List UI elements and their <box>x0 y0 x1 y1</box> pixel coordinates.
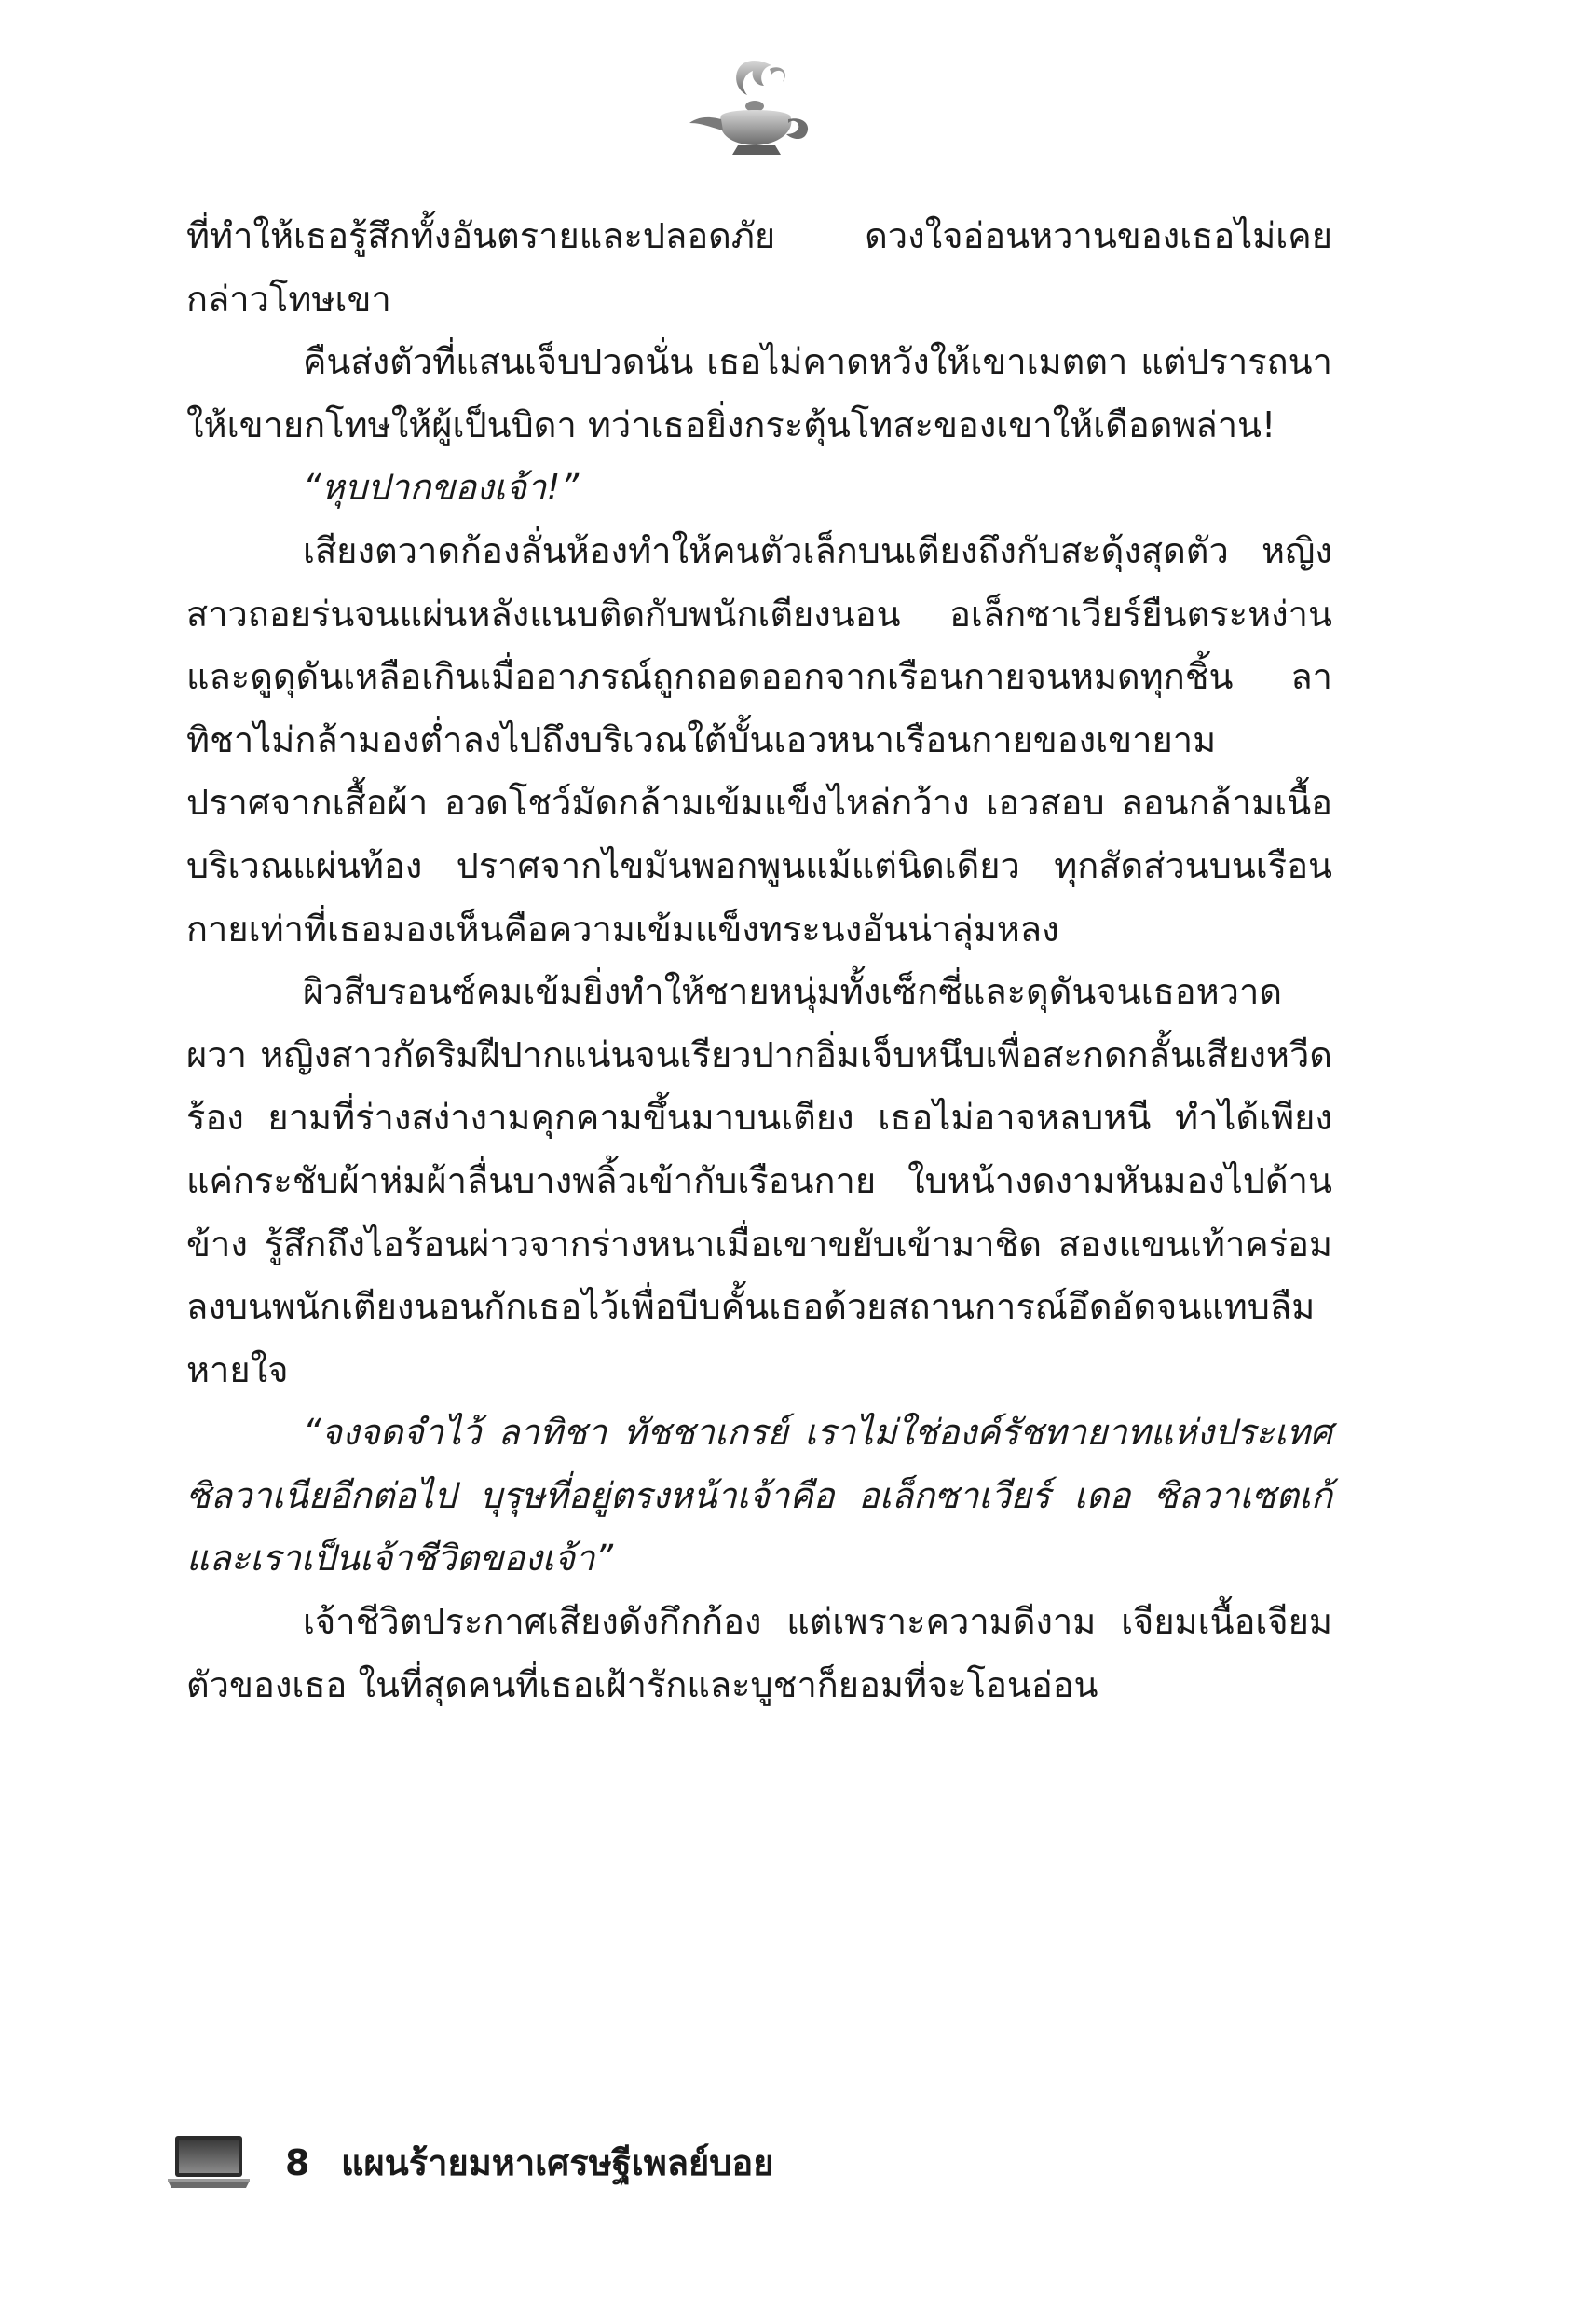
genie-lamp-ornament-icon <box>686 54 825 166</box>
paragraph: เจ้าชีวิตประกาศเสียงดังกึกก้อง แต่เพราะความดีงาม เจียมเนื้อเจียมตัวของเธอ ในที่สุดคนที่เธอเฝ้ารักและบูชาก็ยอมที่จะโอนอ่อน <box>186 1601 1332 1705</box>
paragraph: ที่ทำให้เธอรู้สึกทั้งอันตรายและปลอดภัย ดวงใจอ่อนหวานของเธอไม่เคยกล่าวโทษเขา <box>186 215 1332 320</box>
page-footer <box>166 2134 1284 2199</box>
paragraph: คืนส่งตัวที่แสนเจ็บปวดนั่น เธอไม่คาดหวังให้เขาเมตตา แต่ปรารถนาให้เขายกโทษให้ผู้เป็นบิดา ทว่าเธอยิ่งกระตุ้นโทสะของเขาให้เดือดพล่าน! <box>186 341 1332 445</box>
laptop-icon <box>166 2134 252 2192</box>
paragraph: ผิวสีบรอนซ์คมเข้มยิ่งทำให้ชายหนุ่มทั้งเซ็กซี่และดุดันจนเธอหวาดผวา หญิงสาวกัดริมฝีปากแน่นจนเรียวปากอิ่มเจ็บหนึบเพื่อสะกดกลั้นเสียงหวีดร้อง ยามที่ร่างสง่างามคุกคามขึ้นมาบนเตียง เธอไม่อาจหลบหนี ทำได้เพียงแค่กระชับผ้าห่มผ้าลื่นบางพลิ้วเข้ากับเรือนกาย ใบหน้างดงามหันมองไปด้านข้าง รู้สึกถึงไอร้อนผ่าวจากร่างหนาเมื่อเขาขยับเข้ามาชิด สองแขนเท้าคร่อมลงบนพนักเตียงนอนกักเธอไว้เพื่อบีบคั้นเธอด้วยสถานการณ์อึดอัดจนแทบลืมหายใจ <box>186 971 1332 1390</box>
story-text <box>186 205 1332 1716</box>
paragraph: เสียงตวาดก้องลั่นห้องทำให้คนตัวเล็กบนเตียงถึงกับสะดุ้งสุดตัว หญิงสาวถอยร่นจนแผ่นหลังแนบติดกับพนักเตียงนอน อเล็กซาเวียร์ยืนตระหง่านและดูดุดันเหลือเกินเมื่ออาภรณ์ถูกถอดออกจากเรือนกายจนหมดทุกชิ้น ลาทิชาไม่กล้ามองต่ำลงไปถึงบริเวณใต้บั้นเอวหนาเรือนกายของเขายามปราศจากเสื้อผ้า อวดโชว์มัดกล้ามเข้มแข็งไหล่กว้าง เอวสอบ ลอนกล้ามเนื้อบริเวณแผ่นท้อง ปราศจากไขมันพอกพูนแม้แต่นิดเดียว ทุกสัดส่วนบนเรือนกายเท่าที่เธอมองเห็นคือความเข้มแข็งทระนงอันน่าลุ่มหลง <box>186 529 1332 950</box>
dialogue-paragraph: “จงจดจำไว้ ลาทิชา ทัชชาเกรย์ เราไม่ใช่องค์รัชทายาทแห่งประเทศซิลวาเนียอีกต่อไป บุรุษที่อยู่ตรงหน้าเจ้าคือ อเล็กซาเวียร์ เดอ ซิลวาเซตเก้ และเราเป็นเจ้าชีวิตของเจ้า” <box>186 1412 1332 1579</box>
page-number: 8 <box>285 2142 310 2183</box>
dialogue-line: “หุบปากของเจ้า!” <box>303 467 580 509</box>
book-title: แผนร้ายมหาเศรษฐีเพลย์บอย <box>341 2142 774 2183</box>
